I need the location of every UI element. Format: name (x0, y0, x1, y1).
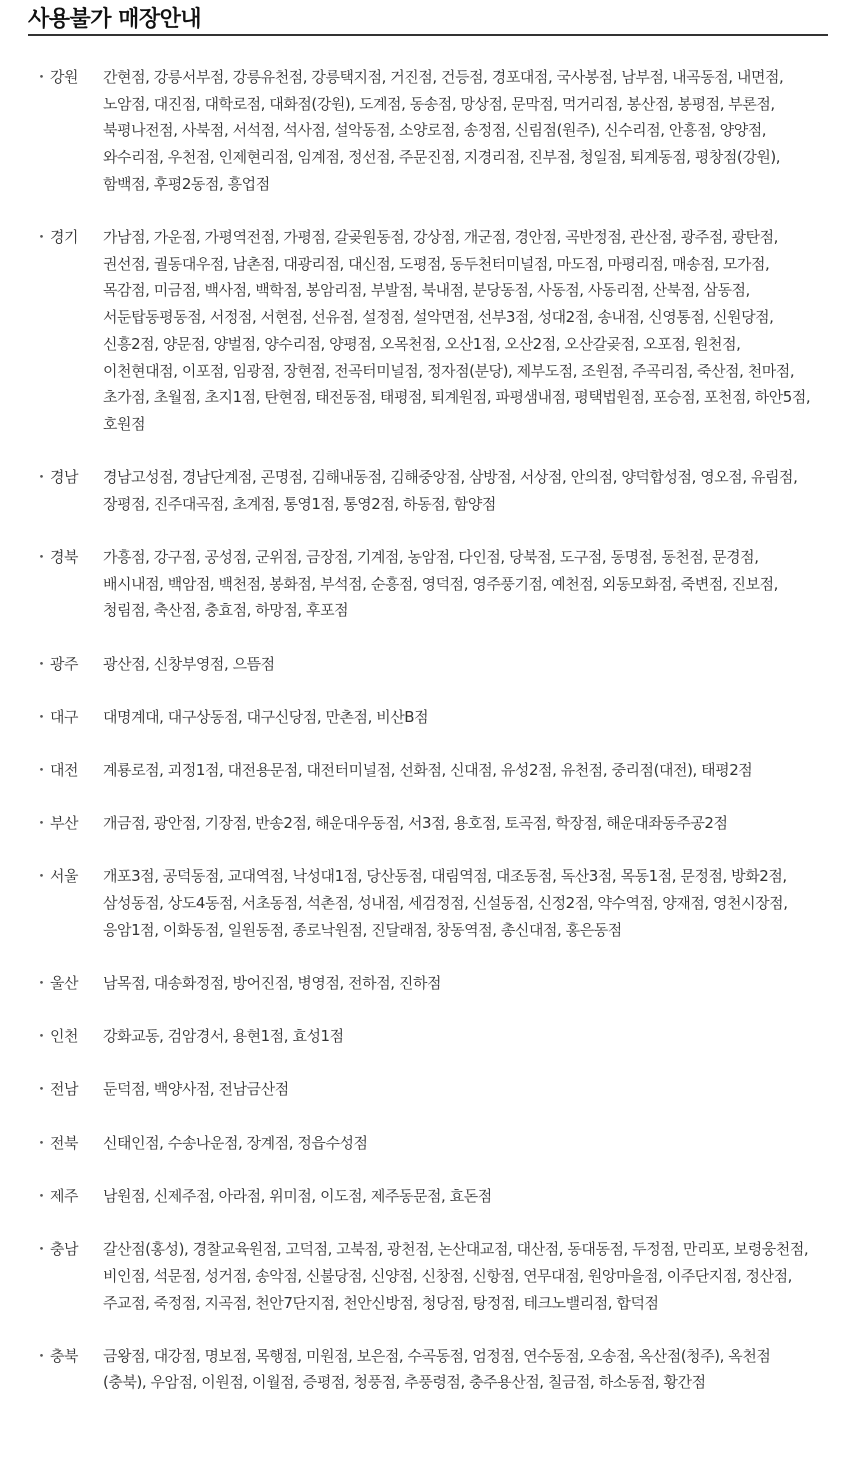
store-list: 대명계대, 대구상동점, 대구신당점, 만촌점, 비산B점 (103, 707, 429, 726)
region-name: 경남 (50, 468, 79, 487)
bullet-icon: ・ (34, 468, 49, 487)
region-name: 경북 (50, 548, 79, 567)
region-item (28, 1236, 828, 1316)
region-item (28, 544, 828, 624)
bullet-icon: ・ (34, 974, 49, 993)
bullet-icon: ・ (34, 1346, 49, 1365)
region-list (28, 36, 828, 1396)
region-name: 대구 (50, 707, 79, 726)
store-list: 가흥점, 강구점, 공성점, 군위점, 금장점, 기계점, 농암점, 다인점, 당북점, 도구점, 동명점, 동천점, 문경점, 배시내점, 백암점, 백천점, 봉화점, 부석점, 순흥점, 영덕점, 영주풍기점, 예천점, 외동모화점, 죽변점, 진보점, 청림점, 축산점, 충효점, 하망점, 후포점 (103, 548, 778, 620)
store-list: 금왕점, 대강점, 명보점, 목행점, 미원점, 보은점, 수곡동점, 엄정점, 연수동점, 오송점, 옥산점(청주), 옥천점(충북), 우암점, 이원점, 이월점, 증평점, 청풍점, 추풍령점, 충주용산점, 칠금점, 하소동점, 황간점 (103, 1346, 771, 1392)
bullet-icon: ・ (34, 68, 49, 86)
region-item (28, 863, 828, 943)
store-list: 경남고성점, 경남단계점, 곤명점, 김해내동점, 김해중앙점, 삼방점, 서상점, 안의점, 양덕합성점, 영오점, 유림점, 장평점, 진주대곡점, 초계점, 통영1점, 통영2점, 하동점, 함양점 (103, 468, 798, 513)
store-list: 가남점, 가운점, 가평역전점, 가평점, 갈곶원동점, 강상점, 개군점, 경안점, 곡반정점, 관산점, 광주점, 광탄점, 권선점, 궐동대우점, 남촌점, 대광리점, 대신점, 도평점, 동두천터미널점, 마도점, 마평리점, 매송점, 모가점, 목감점, 미금점, 백사점, 백학점, 봉암리점, 부발점, 북내점, 분당동점, 사동점, 사동리점, 산북점, 삼동점, 서둔탑동평동점, 서정점, 서현점, 선유점, 설정점, 설악면점, 선부3점, 성대2점, 송내점, 신영통점, 신원당점, 신흥2점, 양문점, 양벌점, 양수리점, 양평점, 오목천점, 오산1점, 오산2점, 오산갈곶점, 오포점, 원천점, 이천현대점, 이포점, 임광점, 장현점, 전곡터미널점, 정자점(분당), 제부도점, 조원점, 주곡리점, 죽산점, 천마점, 초가점, 초월점, 초지1점, 탄현점, 태전동점, 태평점, 퇴계원점, 파평샘내점, 평택법원점, 포승점, 포천점, 하안5점, 호원점 (103, 228, 811, 433)
store-list: 남목점, 대송화정점, 방어진점, 병영점, 전하점, 진하점 (103, 974, 442, 993)
store-list: 개포3점, 공덕동점, 교대역점, 낙성대1점, 당산동점, 대림역점, 대조동점, 독산3점, 목동1점, 문정점, 방화2점, 삼성동점, 상도4동점, 서초동점, 석촌점, 성내점, 세검정점, 신설동점, 신정2점, 약수역점, 양재점, 영천시장점, 응암1점, 이화동점, 일원동점, 종로낙원점, 진달래점, 창동역점, 총신대점, 홍은동점 (103, 867, 788, 939)
region-name: 전남 (50, 1080, 79, 1099)
region-item (28, 810, 828, 837)
region-item (28, 1183, 828, 1210)
region-name: 대전 (50, 761, 79, 780)
bullet-icon: ・ (34, 1133, 49, 1152)
region-item (28, 1130, 828, 1157)
region-item (28, 1076, 828, 1103)
region-name: 제주 (50, 1186, 79, 1205)
store-list: 개금점, 광안점, 기장점, 반송2점, 해운대우동점, 서3점, 용호점, 토곡점, 학장점, 해운대좌동주공2점 (103, 814, 728, 833)
region-item (28, 757, 828, 784)
region-name: 인천 (50, 1027, 79, 1046)
region-item (28, 1023, 828, 1050)
region-name: 광주 (50, 654, 79, 673)
store-list: 간현점, 강릉서부점, 강릉유천점, 강릉택지점, 거진점, 건등점, 경포대점, 국사봉점, 남부점, 내곡동점, 내면점, 노암점, 대진점, 대학로점, 대화점(강원), 도계점, 동송점, 망상점, 문막점, 먹거리점, 봉산점, 봉평점, 부론점, 북평나전점, 사북점, 서석점, 석사점, 설악동점, 소양로점, 송정점, 신림점(원주), 신수리점, 안흥점, 양양점, 와수리점, 우천점, 인제현리점, 임계점, 정선점, 주문진점, 지경리점, 진부점, 청일점, 퇴계동점, 평창점(강원), 함백점, 후평2동점, 흥업점 (103, 68, 784, 193)
bullet-icon: ・ (34, 761, 49, 780)
bullet-icon: ・ (34, 814, 49, 833)
bullet-icon: ・ (34, 228, 49, 247)
region-item (28, 464, 828, 517)
region-name: 울산 (50, 974, 79, 993)
region-name: 서울 (50, 867, 79, 886)
region-item (28, 970, 828, 997)
region-name: 충북 (50, 1346, 79, 1365)
region-item (28, 224, 828, 438)
store-list: 광산점, 신창부영점, 으뜸점 (103, 654, 275, 673)
region-item (28, 1343, 828, 1396)
bullet-icon: ・ (34, 1080, 49, 1099)
region-name: 부산 (50, 814, 79, 833)
store-list: 신태인점, 수송나운점, 장계점, 정읍수성점 (103, 1133, 368, 1152)
bullet-icon: ・ (34, 548, 49, 567)
store-list: 둔덕점, 백양사점, 전남금산점 (103, 1080, 289, 1099)
bullet-icon: ・ (34, 1240, 49, 1259)
bullet-icon: ・ (34, 867, 49, 886)
region-name: 전북 (50, 1133, 79, 1152)
store-list: 남원점, 신제주점, 아라점, 위미점, 이도점, 제주동문점, 효돈점 (103, 1186, 492, 1205)
bullet-icon: ・ (34, 1027, 49, 1046)
region-name: 경기 (50, 228, 79, 247)
region-item (28, 64, 828, 198)
store-list: 계룡로점, 괴정1점, 대전용문점, 대전터미널점, 선화점, 신대점, 유성2점, 유천점, 중리점(대전), 태평2점 (103, 761, 753, 780)
bullet-icon: ・ (34, 707, 49, 726)
region-name: 충남 (50, 1240, 79, 1259)
region-item (28, 704, 828, 731)
store-list: 강화교동, 검암경서, 용현1점, 효성1점 (103, 1027, 344, 1046)
region-item (28, 651, 828, 678)
store-list: 갈산점(홍성), 경찰교육원점, 고덕점, 고북점, 광천점, 논산대교점, 대산점, 동대동점, 두정점, 만리포, 보령웅천점, 비인점, 석문점, 성거점, 송악점, 신불당점, 신양점, 신창점, 신항점, 연무대점, 원앙마을점, 이주단지점, 정산점, 주교점, 죽정점, 지곡점, 천안7단지점, 천안신방점, 청당점, 탕정점, 테크노밸리점, 합덕점 (103, 1240, 809, 1312)
region-name: 강원 (50, 68, 79, 86)
bullet-icon: ・ (34, 654, 49, 673)
bullet-icon: ・ (34, 1186, 49, 1205)
page-title: 사용불가 매장안내 (28, 0, 828, 36)
